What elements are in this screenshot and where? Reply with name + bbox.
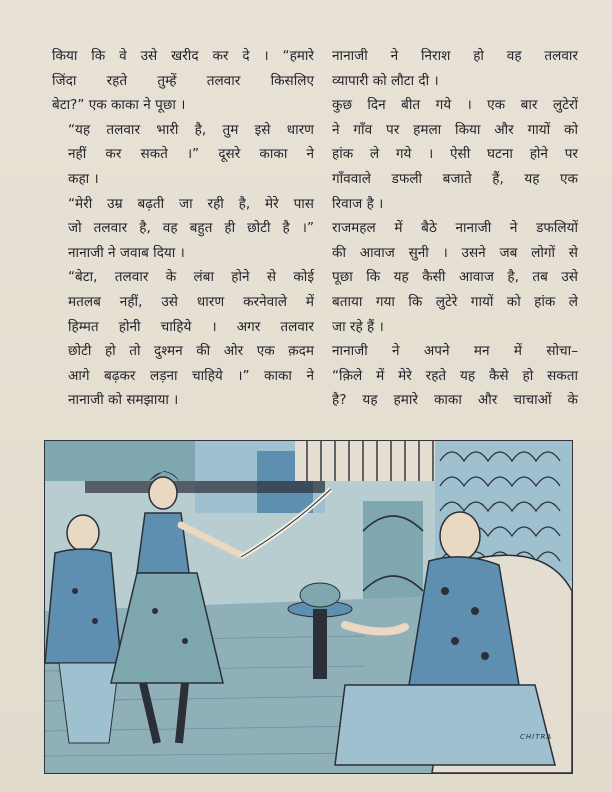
paragraph	[316, 339, 578, 413]
paragraph	[316, 216, 578, 339]
illustration-drawing	[45, 441, 572, 773]
text-line: “यह तलवार भारी है, तुम इसे धारण	[68, 121, 314, 138]
text-line: बताया गया कि लुटेरे गायों को हांक ले	[332, 293, 578, 310]
curtain	[295, 441, 445, 481]
text-line: जा रहे हैं ।	[332, 318, 384, 335]
text-line: रिवाज है ।	[332, 195, 384, 212]
fruit-bowl	[300, 583, 340, 607]
ledge	[85, 481, 325, 493]
king-dhoti	[335, 685, 555, 765]
story-illustration	[44, 440, 573, 774]
text-line: गाँववाले डफली बजाते हैं, यह एक	[332, 170, 578, 187]
left-man-head	[67, 515, 99, 551]
right-text-column	[316, 44, 578, 413]
text-line: ने गाँव पर हमला किया और गायों को	[332, 121, 578, 138]
text-line: राजमहल में बैठे नानाजी ने डफलियों	[332, 220, 578, 237]
text-line: कहा ।	[68, 170, 99, 187]
paragraph	[52, 118, 314, 192]
text-line: जो तलवार है, वह बहुत ही छोटी है ।”	[68, 220, 314, 237]
text-line: “मेरी उम्र बढ़ती जा रही है, मेरे पास	[68, 195, 314, 212]
text-line: किया कि वे उसे खरीद कर दे । “हमारे	[52, 48, 314, 64]
text-line: छोटी हो तो दुश्मन की ओर एक क़दम	[68, 343, 314, 360]
paragraph	[52, 265, 314, 413]
text-line: हिम्मत होनी चाहिये । अगर तलवार	[68, 318, 314, 335]
text-line: नानाजी को समझाया ।	[68, 392, 179, 409]
girl-head	[149, 477, 177, 509]
text-line: मतलब नहीं, उसे धारण करनेवाले में	[68, 293, 314, 310]
text-line: पूछा कि यह कैसी आवाज है, तब उसे	[332, 269, 578, 286]
text-line: नानाजी ने निराश हो वह तलवार	[332, 48, 578, 64]
text-line: की आवाज सुनी । उसने जब लोगों से	[332, 244, 578, 261]
text-line: “बेटा, तलवार के लंबा होने से कोई	[68, 269, 314, 286]
text-line: जिंदा रहते तुम्हें तलवार किसलिए	[52, 72, 314, 89]
paragraph	[52, 192, 314, 266]
text-line: नहीं कर सकते ।” दूसरे काका ने	[68, 146, 314, 163]
text-line: नानाजी ने अपने मन में सोचा–	[332, 343, 578, 360]
paragraph	[316, 44, 578, 93]
text-line: है? यह हमारे काका और चाचाओं के	[332, 392, 578, 409]
left-man-robe	[45, 549, 121, 663]
table-leg	[313, 609, 327, 679]
text-line: बेटा?” एक काका ने पूछा ।	[52, 97, 186, 114]
text-line: हांक ले गये । ऐसी घटना होने पर	[332, 146, 578, 163]
paragraph	[316, 93, 578, 216]
paragraph	[52, 44, 314, 118]
text-line: आगे बढ़कर लड़ना चाहिये ।” काका ने	[68, 367, 314, 384]
left-man-dhoti	[59, 663, 119, 743]
artist-signature: CHITRA	[520, 733, 553, 741]
left-text-column	[52, 44, 314, 413]
king-head	[440, 512, 480, 560]
text-line: “क़िले में मेरे रहते यह कैसे हो सकता	[332, 367, 578, 384]
text-line: कुछ दिन बीत गये । एक बार लुटेरों	[332, 97, 578, 114]
text-line: व्यापारी को लौटा दी ।	[332, 72, 439, 89]
text-line: नानाजी ने जवाब दिया ।	[68, 244, 185, 261]
